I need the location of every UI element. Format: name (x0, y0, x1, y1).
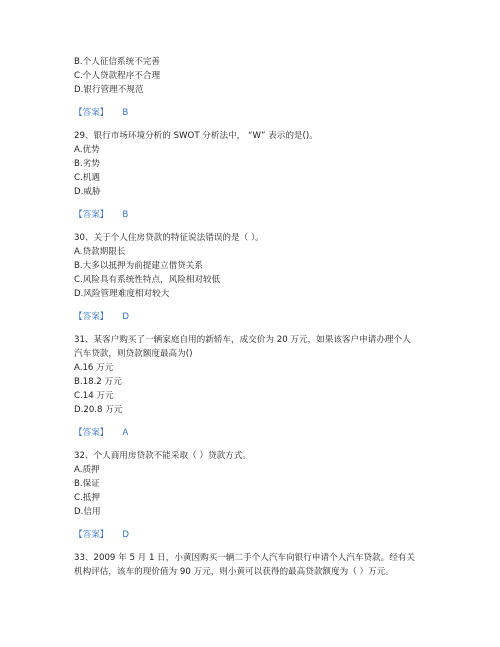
answer-label: 【答案】 (74, 210, 109, 220)
option-line: C.机遇 (74, 173, 100, 183)
answer-value: D (122, 312, 130, 322)
answer-value: A (122, 428, 129, 438)
option-line: D.威胁 (74, 187, 101, 197)
option-line: C.抵押 (74, 493, 100, 503)
option-line: C.风险具有系统性特点，风险相对较低 (74, 275, 221, 285)
question-line: 31、某客户购买了一辆家庭自用的新轿车，成交价为 20 万元，如果该客户申请办理个人 (74, 335, 411, 345)
option-line: A.16 万元 (74, 363, 114, 373)
option-line: D.风险管理难度相对较大 (74, 289, 170, 299)
option-line: B.个人征信系统不完善 (74, 57, 160, 67)
answer-value: B (122, 108, 129, 118)
question-line: 汽车贷款，则贷款额度最高为() (74, 349, 193, 359)
answer-line (74, 312, 129, 323)
option-line: B.18.2 万元 (74, 377, 122, 387)
option-line: B.大多以抵押为前提建立借贷关系 (74, 261, 203, 271)
option-line: D.银行管理不规范 (74, 85, 144, 95)
question-line: 机构评估，该车的现价值为 90 万元，则小黄可以获得的最高贷款额度为（ ）万元。 (74, 567, 394, 577)
option-line: C.14 万元 (74, 391, 114, 401)
answer-line (74, 210, 128, 221)
option-line: B.劣势 (74, 159, 100, 169)
answer-value: D (122, 530, 130, 540)
option-line: D.20.8 万元 (74, 405, 123, 415)
answer-label: 【答案】 (74, 108, 109, 118)
option-line: D.信用 (74, 507, 101, 517)
answer-label: 【答案】 (74, 530, 109, 540)
option-line: B.保证 (74, 479, 100, 489)
question-line: 30、关于个人住房贷款的特征说法错误的是（ ）。 (74, 233, 264, 243)
option-line: A.质押 (74, 465, 100, 475)
option-line: A.优势 (74, 145, 100, 155)
option-line: A.贷款期限长 (74, 247, 126, 257)
answer-line (74, 428, 128, 439)
option-line: C.个人贷款程序不合理 (74, 71, 161, 81)
question-line: 32、个人商用房贷款不能采取（ ）贷款方式。 (74, 451, 251, 461)
question-line: 29、银行市场环境分析的 SWOT 分析法中， “W” 表示的是()。 (74, 131, 318, 141)
answer-label: 【答案】 (74, 428, 109, 438)
question-line: 33、2009 年 5 月 1 日，小黄因购买一辆二手个人汽车向银行申请个人汽车贷款。经有关 (74, 553, 415, 563)
answer-label: 【答案】 (74, 312, 109, 322)
answer-line (74, 530, 129, 541)
answer-line (74, 108, 128, 119)
answer-value: B (122, 210, 129, 220)
